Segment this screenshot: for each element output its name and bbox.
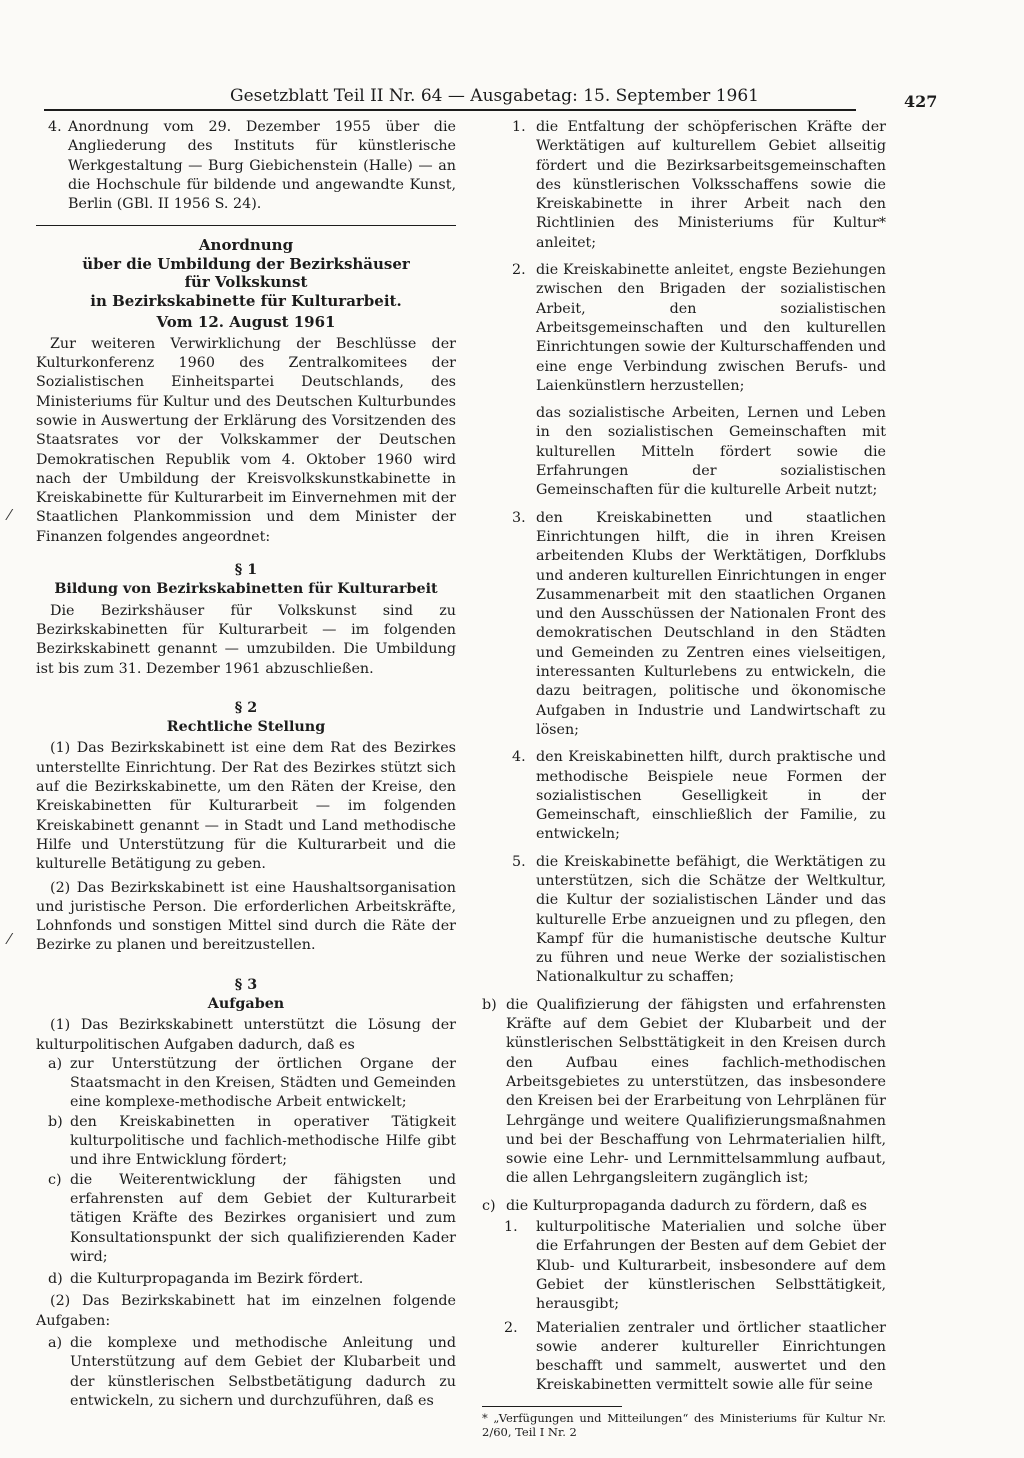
item-text: die komplexe und methodische Anleitung und Unterstützung auf dem Gebiet der Klubarbeit und der künstlerischen Selbstbetätigung dadurch zu entwickeln, zu sichern und durchzuführen, daß es [70,1335,456,1409]
item-number: 3. [512,509,526,526]
item-text: den Kreiskabinetten in operativer Tätigkeit kulturpolitische und fachlich-methodische Hilfe gibt und ihre Entwicklung fördert; [70,1113,456,1169]
paragraph: (1) Das Bezirkskabinett ist eine dem Rat des Bezirkes unterstellte Einrichtung. Der Rat des Bezirkes stützt sich auf die Bezirkskabinette, um den Räten der Kreise, den Kreiskabinetten für Kulturarbeit — im folgenden Kreiskabinett genannt — in Stadt und Land methodische Hilfe und Unterstützung für die Kulturarbeit und die kulturelle Betätigung zu geben. [36,740,456,873]
item-number: 4. [512,749,526,766]
title-line: für Volkskunst [184,273,308,292]
margin-tick-mark: ⁄ [8,506,11,524]
item-continuation: das sozialistische Arbeiten, Lernen und Leben in den sozialistischen Gemeinschaften mit kulturellen Mitteln fördert sowie die Erfahrungen der sozialistischen Gemeinschaften für die kulturelle Arbeit nutzt; [536,405,886,499]
list-item [482,1197,886,1216]
item-letter: a) [48,1055,63,1072]
item-text: die Kulturpropaganda im Bezirk fördert. [70,1271,364,1288]
section-mark: § 3 [234,976,258,993]
list-item [482,996,886,1189]
right-column [482,118,886,1439]
item-number: 2. [504,1319,518,1336]
item-text: die Kreiskabinette anleitet, engste Beziehungen zwischen den Brigaden der sozialistischen Arbeit, den sozialistischen Arbeitsgemeinschaften und den kulturellen Einrichtungen sowie der Kulturschaffenden und eine enge Verbindung zwischen Berufs- und Laienkünstlern herzustellen; [536,262,886,394]
title-line: über die Umbildung der Bezirkshäuser [82,254,410,273]
item-letter: b) [482,996,497,1013]
footnote: * „Verfügungen und Mitteilungen“ des Ministeriums für Kultur Nr. 2/60, Teil I Nr. 2 [482,1410,886,1439]
list-item [482,853,886,988]
left-column [36,118,456,1411]
section-divider [36,225,456,226]
item-number: 2. [512,262,526,279]
item-text: Anordnung vom 29. Dezember 1955 über die Angliederung des Instituts für künstlerische Werkgestaltung — Burg Giebichenstein (Halle) — an die Hochschule für bildende und angewandte Kunst, Berlin (GBl. II 1956 S. 24). [68,119,456,213]
title-line: in Bezirkskabinette für Kulturarbeit. [90,291,402,310]
header-title: Gesetzblatt Teil II Nr. 64 — Ausgabetag: 15. September 1961 [230,86,759,106]
section-title: Aufgaben [207,995,285,1012]
item-letter: d) [48,1271,63,1288]
list-item [482,509,886,741]
item-text: den Kreiskabinetten und staatlichen Einrichtungen hilft, die in ihren Kreisen arbeitenden Klubs der Werktätigen, Dorfklubs und anderen kulturellen Einrichtungen in enger Zusammenarbeit mit den staatlichen Organen und den Ausschüssen der Nationalen Front des demokratischen Deutschland in den Städten und Gemeinden zu Zentren eines vielseitigen, interessanten Kulturlebens zu entwickeln, die dazu beitragen, politische und ökonomische Aufgaben in Industrie und Landwirtschaft zu lösen; [536,509,886,738]
item-text: Materialien zentraler und örtlicher staatlicher sowie anderer kultureller Einrichtungen beschafft und sammelt, auswertet und den Kreiskabinetten vermittelt sowie alle für seine [536,1319,886,1394]
header-rule [44,109,856,111]
item-number: 1. [504,1219,518,1236]
list-item [482,261,886,396]
paragraph: Die Bezirkshäuser für Volkskunst sind zu Bezirkskabinetten für Kulturarbeit — im folgenden Bezirkskabinett genannt — umzubilden. Die Umbildung ist bis zum 31. Dezember 1961 abzuschließen. [36,602,456,677]
item-text: die Qualifizierung der fähigsten und erfahrensten Kräfte auf dem Gebiet der Klubarbeit und der künstlerischen Selbsttätigkeit in den Kreisen durch den Aufbau eines fachlich-methodischen Arbeitsgebietes zu unterstützen, das insbesondere den Kreisen bei der Erarbeitung von Lehrplänen für Lehrgänge und weitere Qualifizierungsmaßnahmen und bei der Beschaffung von Lehrmaterialien hilft, sowie eine Lehr- und Lernmittelsammlung aufbaut, die allen Lehrgangsleitern zugänglich ist; [506,996,886,1187]
list-item [36,1270,456,1289]
item-text: die Kreiskabinette befähigt, die Werktätigen zu unterstützen, sich die Schätze der Weltkultur, die Kultur der sozialistischen Länder und das kulturelle Erbe anzueignen und zu pflegen, den Kampf für die humanistische deutsche Kultur zu führen und neue Werke der sozialistischen Nationalkultur zu schaffen; [536,853,886,986]
item-text: die Kulturpropaganda dadurch zu fördern, daß es [506,1197,867,1214]
item-text: die Weiterentwicklung der fähigsten und erfahrensten auf dem Gebiet der Kulturarbeit tätigen Kräfte des Bezirkes organisiert und zum Konsultationspunkt der sich qualifizierenden Kader wird; [70,1171,456,1265]
document-date: Vom 12. August 1961 [156,313,336,332]
section-mark: § 2 [234,699,258,716]
paragraph: (2) Das Bezirkskabinett ist eine Haushaltsorganisation und juristische Person. Die erforderlichen Arbeitskräfte, Lohnfonds und sonstigen Mittel sind durch die Räte der Bezirke zu planen und bereitzustellen. [36,879,456,954]
item-text: den Kreiskabinetten hilft, durch praktische und methodische Beispiele neue Formen der sozialistischen Geselligkeit in der Gemeinschaft, einschließlich der Familie, zu entwickeln; [536,749,886,843]
page-number: 427 [904,92,938,111]
title-line: Anordnung [198,236,294,255]
item-number: 1. [512,119,526,135]
item-letter: c) [48,1171,62,1188]
document-title [36,236,456,310]
preamble: Zur weiteren Verwirklichung der Beschlüsse der Kulturkonferenz 1960 des Zentralkomitees der Sozialistischen Einheitspartei Deutschlands, des Ministeriums für Kultur und des Deutschen Kulturbundes sowie in Auswertung der Erklärung des Vorsitzenden des Staatsrates vor der Volkskammer der Deutschen Demokratischen Republik vom 4. Oktober 1960 wird nach der Umbildung der Kreisvolkskunstkabinette in Kreiskabinette für Kulturarbeit im Einvernehmen mit der Staatlichen Plankommission und dem Minister der Finanzen folgendes angeordnet: [36,335,456,545]
paragraph: (2) Das Bezirkskabinett hat im einzelnen folgende Aufgaben: [36,1293,456,1329]
item-letter: a) [48,1335,63,1352]
list-item [482,118,886,253]
item-number: 5. [512,853,526,870]
paragraph: (1) Das Bezirkskabinett unterstützt die Lösung der kulturpolitischen Aufgaben dadurch, daß es [36,1017,456,1053]
list-item [482,1319,886,1396]
item-text: zur Unterstützung der örtlichen Organe der Staatsmacht in den Kreisen, Städten und Gemeinden eine komplexe-methodische Arbeit entwickelt; [70,1055,456,1111]
list-item [36,1113,456,1171]
item-number: 4. [48,119,62,135]
list-item [36,118,456,214]
item-letter: b) [48,1113,63,1130]
margin-tick-mark: ⁄ [8,930,11,948]
list-item [36,1171,456,1267]
item-letter: c) [482,1197,496,1214]
section-mark: § 1 [234,562,258,579]
item-text: die Entfaltung der schöpferischen Kräfte der Werktätigen auf kulturellem Gebiet allseitig fördert und die Bezirksarbeitsgemeinschaften des künstlerischen Volksschaffens sowie die Kreiskabinette in ihrer Arbeit nach den Richtlinien des Ministeriums für Kultur* anleitet; [536,119,886,251]
footnote-rule [482,1406,622,1407]
list-item [36,1055,456,1113]
list-item [36,1334,456,1411]
list-item [482,1218,886,1314]
section-title: Rechtliche Stellung [166,719,326,736]
section-title: Bildung von Bezirkskabinetten für Kulturarbeit [54,581,438,598]
list-item [482,748,886,844]
item-text: kulturpolitische Materialien und solche über die Erfahrungen der Besten auf dem Gebiet der Klub- und Kulturarbeit, insbesondere auf dem Gebiet der künstlerischen Selbsttätigkeit, herausgibt; [536,1219,886,1313]
